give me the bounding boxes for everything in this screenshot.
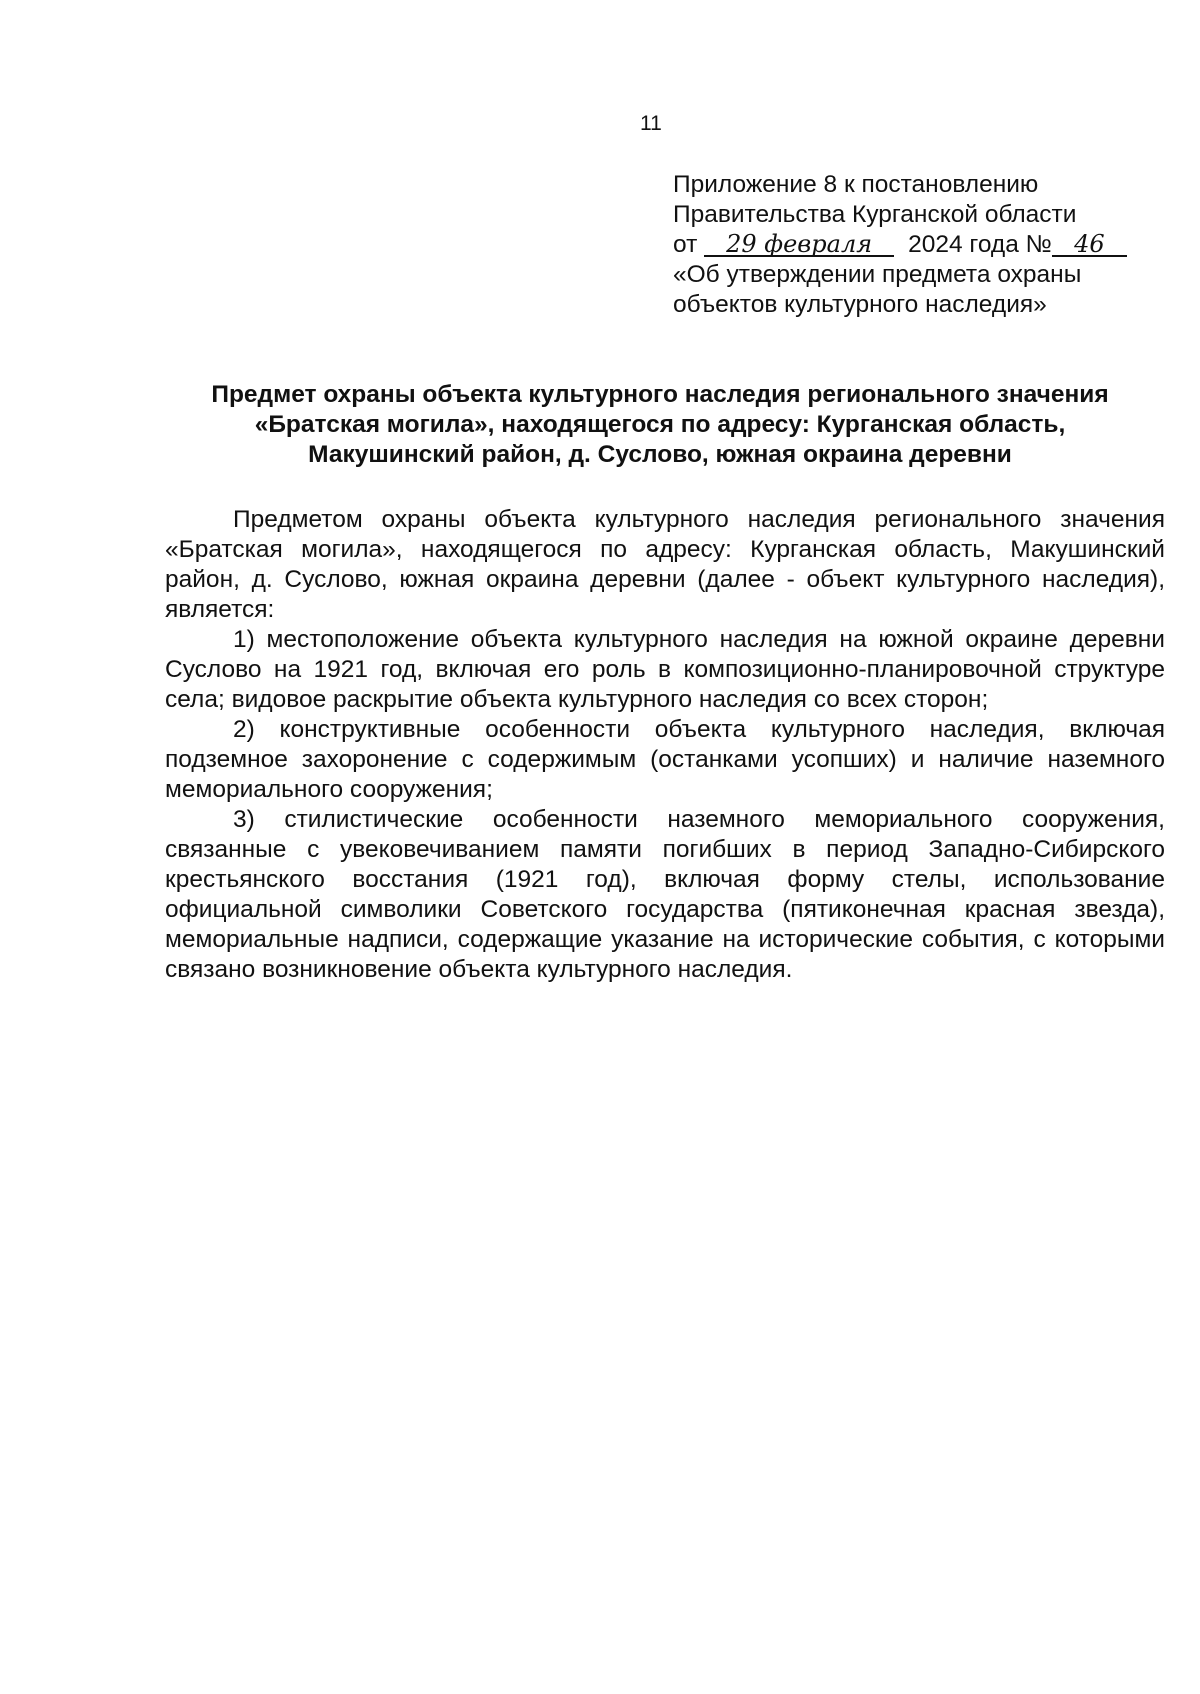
year-text: 2024 года № xyxy=(908,231,1052,258)
date-prefix: от xyxy=(673,231,698,258)
title-line-2: «Братская могила», находящегося по адресу: Курганская область, xyxy=(254,411,1066,438)
title-line-1: Предмет охраны объекта культурного наследия регионального значения xyxy=(211,381,1109,408)
appendix-header xyxy=(673,170,1153,320)
list-item-1: 1) местоположение объекта культурного наследия на южной окраине деревни Суслово на 1921 год, включая его роль в композиционно-планировочной структуре села; видовое раскрытие объекта культурного наследия со всех сторон; xyxy=(165,626,1165,713)
list-item-3: 3) стилистические особенности наземного мемориального сооружения, связанные с увековечиванием памяти погибших в период Западно-Сибирского крестьянского восстания (1921 год), включая форму стелы, использование официальной символики Советского государства (пятиконечная красная звезда), мемориальные надписи, содержащие указание на исторические события, с которыми связано возникновение объекта культурного наследия. xyxy=(165,806,1165,983)
appendix-line-5: объектов культурного наследия» xyxy=(673,291,1047,318)
handwritten-number: 46 xyxy=(1052,233,1127,257)
intro-paragraph: Предметом охраны объекта культурного наследия регионального значения «Братская могила», находящегося по адресу: Курганская область, Макушинский район, д. Суслово, южная окраина деревни (далее - объект культурного наследия), является: xyxy=(165,506,1165,623)
appendix-line-4: «Об утверждении предмета охраны xyxy=(673,261,1082,288)
title-line-3: Макушинский район, д. Суслово, южная окраина деревни xyxy=(308,441,1012,468)
page-number: 11 xyxy=(640,112,662,135)
handwritten-date: 29 февраля xyxy=(704,233,894,257)
appendix-line-2: Правительства Курганской области xyxy=(673,201,1077,228)
appendix-line-1: Приложение 8 к постановлению xyxy=(673,171,1039,198)
document-body xyxy=(165,505,1165,985)
appendix-date-line xyxy=(673,230,1153,260)
list-item-2: 2) конструктивные особенности объекта культурного наследия, включая подземное захоронение с содержимым (останками усопших) и наличие наземного мемориального сооружения; xyxy=(165,716,1165,803)
document-title xyxy=(160,380,1160,470)
